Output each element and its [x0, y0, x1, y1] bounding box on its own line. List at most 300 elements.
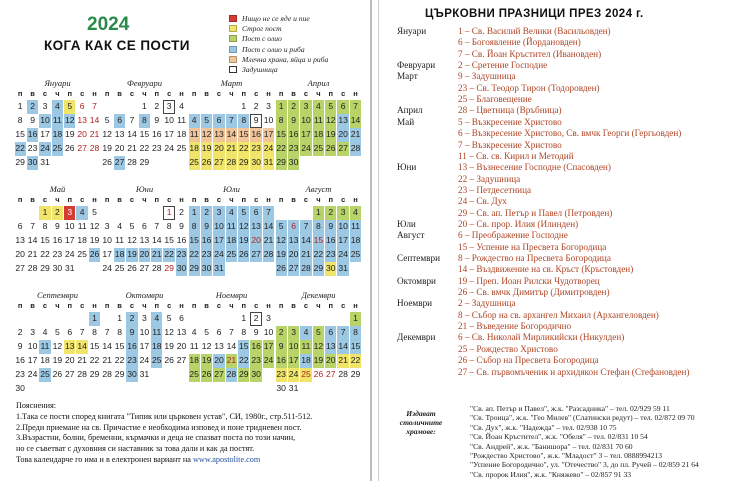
day-cell: 3 — [266, 101, 271, 111]
weekday-label: п — [278, 301, 284, 310]
day-cell: 28 — [350, 142, 361, 156]
holiday-row — [379, 219, 750, 230]
weekday-label: н — [353, 301, 358, 310]
weekday-label: с — [42, 301, 48, 310]
empty-day-cell — [300, 312, 311, 326]
day-cell: 19 — [126, 248, 137, 262]
note-line: 3.Възрастни, болни, бременни, кърмачки и деца не спазват поста по този начин, — [16, 433, 296, 443]
day-cell: 16 — [126, 340, 137, 354]
day-cell: 11 — [177, 114, 186, 125]
day-cell: 25 — [114, 262, 125, 273]
legend-swatch — [229, 15, 237, 22]
day-cell: 24 — [139, 354, 150, 365]
day-cell: 5 — [54, 326, 60, 337]
day-cell: 3 — [104, 220, 110, 231]
day-cell: 13 — [288, 234, 299, 248]
holiday-text: 6 – Богоявление (Йордановден) — [458, 37, 581, 48]
day-cell: 11 — [313, 114, 324, 128]
day-cell: 3 — [141, 313, 147, 323]
month-days — [14, 100, 101, 170]
month-name: Ноември — [215, 290, 248, 300]
day-cell: 7 — [337, 326, 348, 340]
weekday-label: п — [328, 89, 334, 98]
day-cell: 21 — [337, 354, 348, 368]
day-cell: 4 — [350, 206, 361, 220]
day-cell: 9 — [54, 220, 60, 231]
day-cell: 13 — [250, 220, 261, 234]
weekday-header — [101, 301, 188, 312]
holiday-row — [379, 208, 750, 219]
weekday-label: н — [353, 89, 358, 98]
day-cell: 11 — [39, 340, 50, 354]
weekday-label: п — [17, 89, 23, 98]
day-cell: 14 — [102, 340, 112, 351]
day-cell: 9 — [201, 220, 212, 234]
day-cell: 13 — [139, 234, 150, 245]
day-cell: 23 — [201, 248, 212, 262]
holiday-text: 24 – Св. Дух — [458, 196, 507, 207]
day-cell: 19 — [313, 354, 324, 368]
day-cell: 21 — [350, 128, 361, 142]
day-cell: 24 — [288, 368, 299, 382]
holiday-text: 23 – Петдесетница — [458, 184, 532, 195]
day-cell: 16 — [276, 354, 287, 368]
holiday-text: 21 – Въведение Богородично — [458, 321, 572, 332]
empty-day-cell — [126, 100, 137, 114]
day-cell: 29 — [89, 368, 100, 379]
day-cell: 18 — [350, 234, 361, 248]
day-cell: 17 — [64, 234, 75, 245]
weekday-label: с — [129, 195, 135, 204]
weekday-label: п — [191, 301, 197, 310]
day-cell: 31 — [139, 368, 150, 379]
day-cell: 30 — [250, 368, 261, 382]
day-cell: 8 — [276, 114, 287, 128]
holiday-text: 20 – Св. прор. Илия (Илинден) — [458, 218, 579, 229]
month-days — [188, 206, 275, 276]
day-cell: 26 — [164, 354, 174, 365]
weekday-label: с — [341, 89, 346, 98]
day-cell: 30 — [52, 262, 63, 273]
weekday-label: н — [92, 301, 97, 310]
legend-swatch — [229, 66, 237, 73]
day-cell: 22 — [276, 142, 287, 156]
day-cell: 22 — [313, 248, 324, 262]
day-cell: 5 — [238, 206, 249, 220]
day-cell: 14 — [337, 340, 348, 354]
weekday-label: п — [241, 301, 247, 310]
empty-day-cell — [114, 100, 125, 114]
day-cell: 13 — [77, 114, 87, 125]
day-cell: 4 — [76, 206, 87, 220]
day-cell: 30 — [201, 262, 212, 276]
day-cell: 16 — [201, 234, 212, 248]
weekday-label: п — [154, 89, 160, 98]
holiday-text: 27 – Св. първомъченик и архидякон Стефан (Стефановден) — [458, 366, 690, 377]
day-cell: 7 — [129, 114, 135, 125]
day-cell: 4 — [189, 114, 200, 128]
day-cell: 20 — [288, 248, 299, 262]
day-cell: 30 — [176, 262, 187, 276]
day-cell: 15 — [313, 234, 324, 248]
weekday-label: с — [129, 89, 135, 98]
day-cell: 20 — [64, 354, 75, 365]
day-cell: 6 — [141, 220, 147, 231]
holiday-row — [379, 344, 750, 355]
day-cell: 25 — [176, 142, 187, 153]
day-cell: 5 — [325, 100, 336, 114]
day-cell: 6 — [250, 206, 261, 220]
day-cell: 8 — [189, 220, 200, 234]
month-block — [275, 184, 362, 276]
day-cell: 2 — [288, 100, 299, 114]
day-cell: 12 — [52, 340, 63, 351]
month-block — [14, 78, 101, 170]
day-cell: 16 — [250, 128, 261, 142]
day-cell: 1 — [241, 101, 247, 111]
holiday-text: 1 – Св. Василий Велики (Васильовден) — [458, 26, 611, 36]
weekday-label: н — [266, 195, 271, 204]
empty-day-cell — [189, 312, 200, 326]
day-cell: 25 — [77, 248, 87, 259]
weekday-label: п — [104, 301, 110, 310]
day-cell: 17 — [213, 234, 224, 248]
month-block — [188, 290, 275, 382]
legend-label: Нищо не се яде и пие — [242, 13, 310, 23]
weekday-label: с — [80, 301, 85, 310]
weekday-label: с — [216, 301, 222, 310]
empty-day-cell — [39, 312, 50, 326]
fasting-calendar-sheet — [0, 0, 372, 481]
day-cell: 6 — [67, 326, 73, 337]
day-cell: 21 — [127, 142, 137, 153]
church-entry: "Успение Богородично", ул. "Отечество" 3, до пл. Ручей – 02/859 21 64 — [470, 460, 699, 470]
day-cell: 25 — [300, 368, 311, 382]
holiday-month: Февруари — [397, 60, 436, 71]
day-cell: 18 — [151, 340, 162, 354]
weekday-label: ч — [316, 89, 321, 98]
weekday-label: н — [266, 301, 271, 310]
weekday-label: п — [154, 195, 160, 204]
month-block — [14, 184, 101, 276]
day-cell: 16 — [151, 128, 162, 139]
day-cell: 29 — [164, 262, 174, 273]
day-cell: 29 — [139, 156, 150, 167]
day-cell: 14 — [76, 340, 87, 354]
day-cell: 19 — [52, 354, 63, 365]
day-cell: 26 — [201, 368, 212, 382]
day-cell: 29 — [276, 156, 287, 170]
holiday-text: 8 – Събор на св. архангел Михаил (Архангеловден) — [458, 309, 659, 320]
day-cell: 18 — [52, 128, 63, 142]
day-cell: 10 — [300, 114, 311, 128]
day-cell: 1 — [141, 101, 147, 111]
holiday-text: 19 – Преп. Иоан Рилски Чудотворец — [458, 275, 600, 286]
day-cell: 25 — [52, 142, 63, 156]
day-cell: 18 — [114, 248, 125, 262]
day-cell: 24 — [213, 248, 224, 262]
day-cell: 26 — [325, 142, 336, 156]
day-cell: 14 — [89, 114, 100, 125]
calendar-title: КОГА КАК СЕ ПОСТИ — [44, 38, 190, 53]
day-cell: 20 — [325, 354, 336, 368]
day-cell: 14 — [350, 114, 361, 128]
weekday-header — [101, 89, 188, 100]
weekday-label: с — [80, 195, 85, 204]
day-cell: 10 — [337, 220, 348, 234]
empty-day-cell — [337, 312, 348, 326]
day-cell: 2 — [276, 326, 287, 340]
fasting-legend — [229, 13, 369, 75]
weekday-label: с — [216, 89, 222, 98]
empty-day-cell — [27, 312, 38, 326]
day-cell: 29 — [114, 368, 125, 379]
day-cell: 22 — [40, 248, 50, 259]
day-cell: 12 — [164, 326, 174, 337]
holiday-row — [379, 264, 750, 275]
empty-day-cell — [64, 312, 75, 326]
day-cell: 24 — [27, 368, 38, 379]
day-cell: 27 — [77, 142, 87, 153]
weekday-label: с — [167, 301, 172, 310]
month-days — [101, 206, 188, 276]
day-cell: 1 — [17, 101, 23, 111]
legend-item — [229, 54, 369, 64]
church-entry: "Св. Андрей", ж.к. "Банишора" – тел. 02/831 70 60 — [470, 441, 633, 451]
day-cell: 21 — [77, 354, 87, 365]
day-cell: 23 — [276, 368, 287, 382]
weekday-label: н — [92, 89, 97, 98]
day-cell: 9 — [288, 114, 299, 128]
empty-day-cell — [213, 100, 224, 114]
day-cell: 3 — [42, 101, 48, 111]
church-entry: "Св. Дух", ж.к. "Надежда" – тел. 02/938 10 75 — [470, 422, 617, 432]
day-cell: 30 — [276, 382, 286, 393]
empty-day-cell — [189, 100, 200, 114]
day-cell: 16 — [288, 128, 299, 142]
notes-heading: Пояснения: — [16, 401, 57, 410]
notes-footer — [16, 455, 368, 466]
holiday-text: 7 – Св. Йоан Кръстител (Ивановден) — [458, 48, 602, 59]
day-cell: 28 — [151, 262, 162, 273]
day-cell: 27 — [288, 262, 299, 276]
weekday-label: ч — [142, 301, 147, 310]
holiday-text: 6 – Преображение Господне — [458, 230, 568, 241]
day-cell: 5 — [92, 207, 97, 217]
day-cell: 30 — [250, 156, 261, 170]
month-days — [14, 312, 101, 396]
day-cell: 8 — [313, 220, 324, 234]
day-cell: 18 — [189, 354, 200, 368]
day-cell: 7 — [226, 114, 237, 128]
day-cell: 15 — [350, 340, 361, 354]
day-cell: 28 — [226, 156, 237, 170]
day-cell: 6 — [213, 114, 224, 128]
weekday-label: в — [291, 301, 296, 310]
weekday-header — [14, 89, 101, 100]
day-cell: 20 — [139, 248, 150, 262]
day-cell: 26 — [89, 248, 100, 262]
day-cell: 10 — [64, 220, 75, 231]
holiday-row — [379, 128, 750, 139]
day-cell: 4 — [191, 326, 197, 337]
day-cell: 4 — [179, 101, 184, 111]
weekday-label: н — [353, 195, 358, 204]
day-cell: 17 — [288, 354, 299, 368]
day-cell: 9 — [253, 326, 259, 337]
empty-day-cell — [52, 312, 63, 326]
weekday-label: п — [67, 195, 73, 204]
day-cell: 5 — [201, 114, 212, 128]
holiday-month: Септември — [397, 253, 440, 263]
day-cell: 5 — [129, 220, 135, 231]
empty-day-cell — [276, 206, 287, 220]
day-cell: 28 — [102, 368, 112, 379]
holiday-text: 7 – Възкресение Христово — [458, 139, 562, 150]
day-cell: 27 — [337, 142, 348, 156]
day-cell: 14 — [151, 234, 162, 245]
weekday-label: н — [179, 301, 184, 310]
day-cell: 29 — [189, 262, 200, 276]
day-cell: 27 — [250, 248, 261, 262]
holiday-row — [379, 60, 750, 71]
empty-day-cell — [15, 206, 26, 220]
weekday-label: в — [117, 195, 122, 204]
day-cell: 11 — [226, 220, 237, 234]
day-cell: 1 — [241, 313, 247, 323]
day-cell: 17 — [164, 128, 174, 139]
day-cell: 27 — [213, 368, 224, 382]
month-days — [275, 206, 362, 276]
day-cell: 17 — [102, 248, 112, 259]
day-cell: 2 — [325, 206, 336, 220]
empty-day-cell — [276, 312, 287, 326]
holiday-month: Декември — [397, 332, 436, 343]
day-cell: 2 — [52, 206, 63, 220]
weekday-header — [14, 301, 101, 312]
day-cell: 10 — [39, 114, 50, 128]
website-link[interactable]: www.apostolite.com — [193, 454, 261, 464]
month-name: Декември — [301, 290, 336, 300]
holiday-month: Април — [397, 105, 423, 116]
day-cell: 25 — [350, 248, 361, 262]
empty-day-cell — [27, 206, 38, 220]
day-cell: 16 — [250, 340, 261, 354]
weekday-label: ч — [55, 89, 60, 98]
holiday-row — [379, 83, 750, 94]
day-cell: 4 — [300, 326, 311, 340]
day-cell: 11 — [350, 220, 361, 234]
weekday-label: с — [303, 195, 309, 204]
empty-day-cell — [151, 206, 162, 220]
day-cell: 7 — [300, 220, 311, 234]
day-cell: 4 — [151, 312, 162, 326]
day-cell: 29 — [238, 368, 249, 382]
day-cell: 9 — [179, 220, 184, 231]
empty-day-cell — [201, 100, 212, 114]
weekday-label: ч — [55, 301, 60, 310]
day-cell: 15 — [238, 128, 249, 142]
month-block — [101, 78, 188, 170]
weekday-label: с — [303, 89, 309, 98]
day-cell: 20 — [114, 142, 125, 153]
empty-day-cell — [300, 206, 311, 220]
day-cell: 11 — [189, 340, 199, 351]
holiday-month: Октомври — [397, 275, 436, 286]
day-cell: 20 — [250, 234, 261, 248]
day-cell: 2 — [250, 312, 261, 326]
day-cell: 22 — [89, 354, 100, 365]
day-cell: 29 — [15, 156, 25, 167]
day-cell: 24 — [102, 262, 112, 273]
day-cell: 10 — [164, 114, 174, 125]
day-cell: 6 — [337, 100, 348, 114]
day-cell: 20 — [176, 340, 187, 351]
day-cell: 20 — [213, 142, 224, 156]
weekday-label: п — [328, 195, 334, 204]
day-cell: 7 — [228, 326, 234, 337]
day-cell: 12 — [201, 340, 212, 351]
holiday-text: 25 – Благовещение — [458, 94, 532, 105]
month-block — [101, 184, 188, 276]
day-cell: 5 — [166, 313, 172, 323]
holiday-text: 6 – Възкресение Христово, Св. вмчк Георги (Гергьовден) — [458, 128, 682, 139]
day-cell: 29 — [350, 368, 361, 379]
holiday-row — [379, 71, 750, 82]
weekday-label: с — [216, 195, 222, 204]
day-cell: 4 — [226, 206, 237, 220]
day-cell: 21 — [263, 234, 274, 248]
day-cell: 12 — [313, 340, 324, 354]
day-cell: 4 — [52, 100, 63, 114]
weekday-header — [275, 195, 362, 206]
day-cell: 10 — [139, 326, 150, 337]
day-cell: 4 — [117, 220, 122, 231]
legend-swatch — [229, 46, 237, 53]
legend-swatch — [229, 25, 237, 32]
day-cell: 20 — [77, 128, 87, 139]
note-line: 1.Така се пости според книгата "Типик или църковен устав", СИ, 1980г., стр.511-512. — [16, 411, 313, 421]
day-cell: 26 — [238, 248, 249, 262]
day-cell: 25 — [226, 248, 237, 262]
day-cell: 7 — [350, 100, 361, 114]
weekday-header — [188, 89, 275, 100]
weekday-label: п — [67, 301, 73, 310]
day-cell: 31 — [337, 262, 348, 276]
day-cell: 13 — [325, 340, 336, 354]
day-cell: 1 — [276, 100, 287, 114]
day-cell: 20 — [337, 128, 348, 142]
day-cell: 2 — [253, 101, 259, 111]
day-cell: 10 — [27, 340, 38, 351]
church-entry: "Св. Йоан Кръстител", ж.к. "Обеля" – тел. 02/831 10 54 — [470, 432, 648, 442]
day-cell: 1 — [39, 206, 50, 220]
holiday-text: 15 – Успение на Пресвета Богородица — [458, 241, 607, 252]
day-cell: 8 — [350, 326, 361, 340]
day-cell: 12 — [276, 234, 287, 248]
day-cell: 27 — [114, 156, 125, 170]
weekday-label: н — [179, 195, 184, 204]
day-cell: 23 — [288, 142, 299, 156]
holiday-text: 25 – Рождество Христово — [458, 343, 558, 354]
day-cell: 29 — [40, 262, 50, 273]
day-cell: 17 — [27, 354, 38, 365]
day-cell: 15 — [15, 128, 25, 139]
holiday-text: 11 – Св. св. Кирил и Методий — [458, 150, 574, 161]
day-cell: 1 — [89, 312, 100, 326]
day-cell: 27 — [139, 262, 150, 273]
day-cell: 22 — [15, 142, 26, 156]
